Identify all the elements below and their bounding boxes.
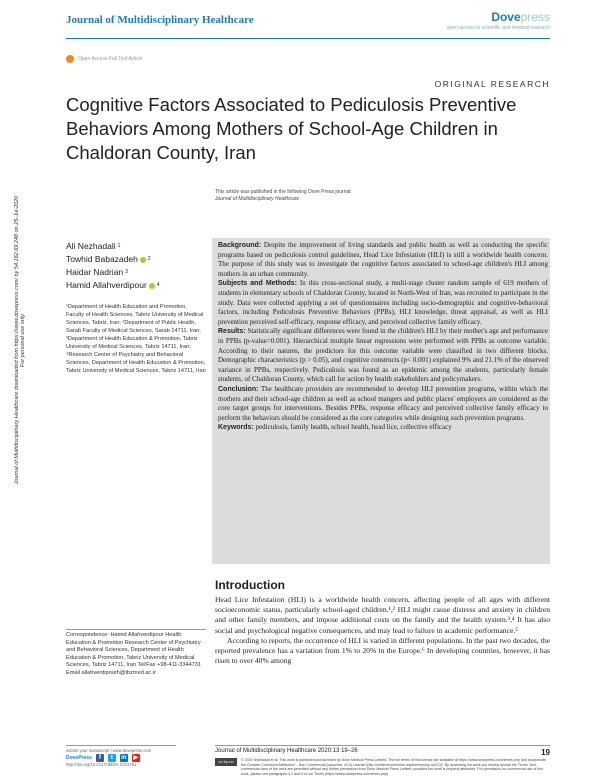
orcid-icon[interactable]: [140, 257, 146, 263]
submit-manuscript-link[interactable]: submit your manuscript | www.dovepress.com: [66, 748, 152, 753]
open-access-badge: [66, 55, 142, 63]
publisher-logo[interactable]: [447, 10, 550, 31]
introduction-heading: Introduction: [215, 578, 285, 592]
download-side-note: [14, 120, 26, 560]
orcid-icon[interactable]: [149, 283, 155, 289]
introduction-paragraph-1: Head Lice Infestation (HLI) is a worldwide health concern, affecting people of all ages with different socioeconomic status, particularly school-aged children.¹,² HLI might cause distress and anxiety in children and other family members, and impose additional costs on the family and the health system.³,⁴ It has also social and psychological negative consequences, and may lead to failure in academic performance.⁵: [215, 595, 550, 635]
footer-rule-right: [215, 745, 550, 746]
affiliations: ¹Department of Health Education and Promotion, Faculty of Health Sciences, Tabriz University of Medical Sciences, Tabriz, Iran; ²Department of Public Health, Sarab Faculty of Medical Sciences, Sarab 14711, Iran; ³Department of Health Education & Promotion, Tabriz University of Medical Sciences, Tabriz 14711, Iran; ⁴Research Center of Psychiatry and Behavioral Sciences, Department of Health Education & Promotion, Tabriz University of Medical Sciences, Tabriz 14711, Iran: [66, 304, 206, 374]
author-list: [66, 240, 160, 292]
author-1: Ali Nezhadali 1: [66, 241, 121, 251]
page-number: 19: [541, 748, 550, 757]
abstract: [218, 241, 548, 433]
abstract-methods-text: In this cross-sectional study, a multi-stage cluster random sample of 619 mothers of students in elementary schools of Chaldoran County, located in North-West of Iran, was recruited to participate in the study. Data were collected applying a set of questionnaires including socio-demographic and cognitive-behavioral factors, including Pediculosis Preventive Behaviors (PPBs), HLI knowledge, threat appraisal, as well as HLI prevention perceived self-efficacy, response efficacy, and perceived collective family efficacy.: [218, 279, 549, 326]
abstract-results-text: Statistically significant differences were found in the children's HLI by their mother's age and performance in PPBs (p-value=0.001). Hierarchical multiple linear regressions were performed with PPBs as outcome variable. According to their natures, the predictors for this outcome variable were classified in two different blocks. Demographic characteristics (p > 0.05), and cognitive constructs (p< 0.001) explained 9% and 21.1% of the observed variance in PPBs, respectively. Pediculosis was found as an epidemic among the students, particularly female students, of Chaldoran County, which call for action by health stakeholders and policymakers.: [218, 327, 549, 384]
publisher-tagline: open access to scientific and medical research: [446, 25, 550, 31]
author-3: Haidar Nadrian 3: [66, 267, 128, 277]
article-title: Cognitive Factors Associated to Pediculosis Preventive Behaviors Among Mothers of School-Age Children in Chaldoran County, Iran: [66, 94, 517, 163]
abstract-background-label: Background:: [218, 242, 262, 249]
side-note-line2: For personal use only.: [20, 313, 26, 368]
twitter-icon[interactable]: t: [108, 754, 116, 762]
abstract-results-label: Results:: [218, 328, 246, 336]
publication-note-text: This article was published in the following Dove Press journal:: [215, 189, 352, 195]
correspondence: Correspondence: Hamid Allahverdipour Health Education & Promotion Research Center of Psychiatry and Behavioral Sciences, Department of Health Education & Promotion, Tabriz University of Medical Sciences, Tabriz 14711, Iran Tel/Fax +98-411-3344731 Email allahverdipourh@tbzmed.ac.ir: [66, 632, 202, 676]
header-rule: [66, 38, 550, 39]
publisher-logo-press: press: [520, 10, 550, 24]
abstract-conclusion-label: Conclusion:: [218, 385, 259, 393]
introduction-body: [215, 595, 550, 666]
introduction-paragraph-2: According to reports, the occurrence of HLI is varied in different populations. In the past two decades, the reported prevalence has a variation from 1% to 20% in the Europe.⁶ In developing countries, however, it has risen to over 40% among: [215, 635, 550, 666]
footer-left: [66, 748, 176, 768]
open-access-label: Open Access Full Text Article: [78, 56, 143, 62]
open-access-icon: [66, 55, 74, 63]
correspondence-rule: [66, 629, 206, 630]
dovepress-label[interactable]: DovePress: [66, 755, 92, 761]
footer-right: [215, 748, 550, 757]
linkedin-icon[interactable]: in: [121, 755, 127, 761]
footer-rule-left: [66, 745, 176, 746]
youtube-icon[interactable]: ▶: [133, 755, 139, 761]
abstract-keywords-label: Keywords:: [218, 424, 254, 432]
license-block: [215, 758, 550, 776]
journal-name: Journal of Multidisciplinary Healthcare: [66, 14, 254, 26]
license-text: © 2020 Nezhadali et al. This work is published and licensed by Dove Medical Press Limited. The full terms of this license are available at https://www.dovepress.com/terms.php and incorporate the Creative Commons Attribution – Non Commercial (unported, v3.0) License (http://creativecommons.org/licenses/by-nc/3.0/). By accessing the work you hereby accept the Terms. Non-commercial uses of the work are permitted without any further permission from Dove Medical Press Limited, provided the work is properly attributed. For permission for commercial use of this work, please see paragraphs 4.2 and 5 of our Terms (https://www.dovepress.com/terms.php).: [241, 758, 546, 776]
publication-note-journal[interactable]: Journal of Multidisciplinary Healthcare: [215, 196, 300, 202]
abstract-keywords-text: pediculosis, family health, school health, head lice, collective efficacy: [255, 423, 452, 432]
abstract-background-text: Despite the improvement of living standards and public health as well as conducting the specific programs based on pediculosis control guidelines, Head Lice Infestation (HLI) is still a worldwide health concern. The purpose of this study was to investigate the cognitive factors associated to school-age children's HLI among mothers in an urban community.: [218, 241, 548, 278]
abstract-methods-label: Subjects and Methods:: [218, 280, 297, 288]
publication-note: [215, 189, 352, 203]
publisher-logo-main: Dove: [491, 10, 521, 24]
creative-commons-icon[interactable]: cc by-nc: [215, 758, 237, 766]
doi-link[interactable]: http://doi.org/10.2147/JMDH.S231791: [66, 762, 137, 767]
section-label: ORIGINAL RESEARCH: [434, 79, 550, 89]
journal-citation: Journal of Multidisciplinary Healthcare 2020:13 19–26: [215, 748, 358, 754]
abstract-conclusion-text: The healthcare providers are recommended to develop HLI prevention programs, within which the mothers and their school-age children as well as school mangers and public places' employers are considered as the core target groups for interventions. Besides PPBs, response efficacy and perceived collective family efficacy to perform the behaviors should be considered as the core categories while designing such prevention programs.: [218, 384, 548, 422]
facebook-icon[interactable]: f: [96, 754, 104, 762]
side-note-line1: Journal of Multidisciplinary Healthcare downloaded from https://www.dovepress.com/ by 54.162.69.248 on 25-Jul-2020: [14, 195, 20, 485]
author-4: Hamid Allahverdipour 4: [66, 280, 160, 290]
author-2: Towhid Babazadeh 2: [66, 254, 151, 264]
